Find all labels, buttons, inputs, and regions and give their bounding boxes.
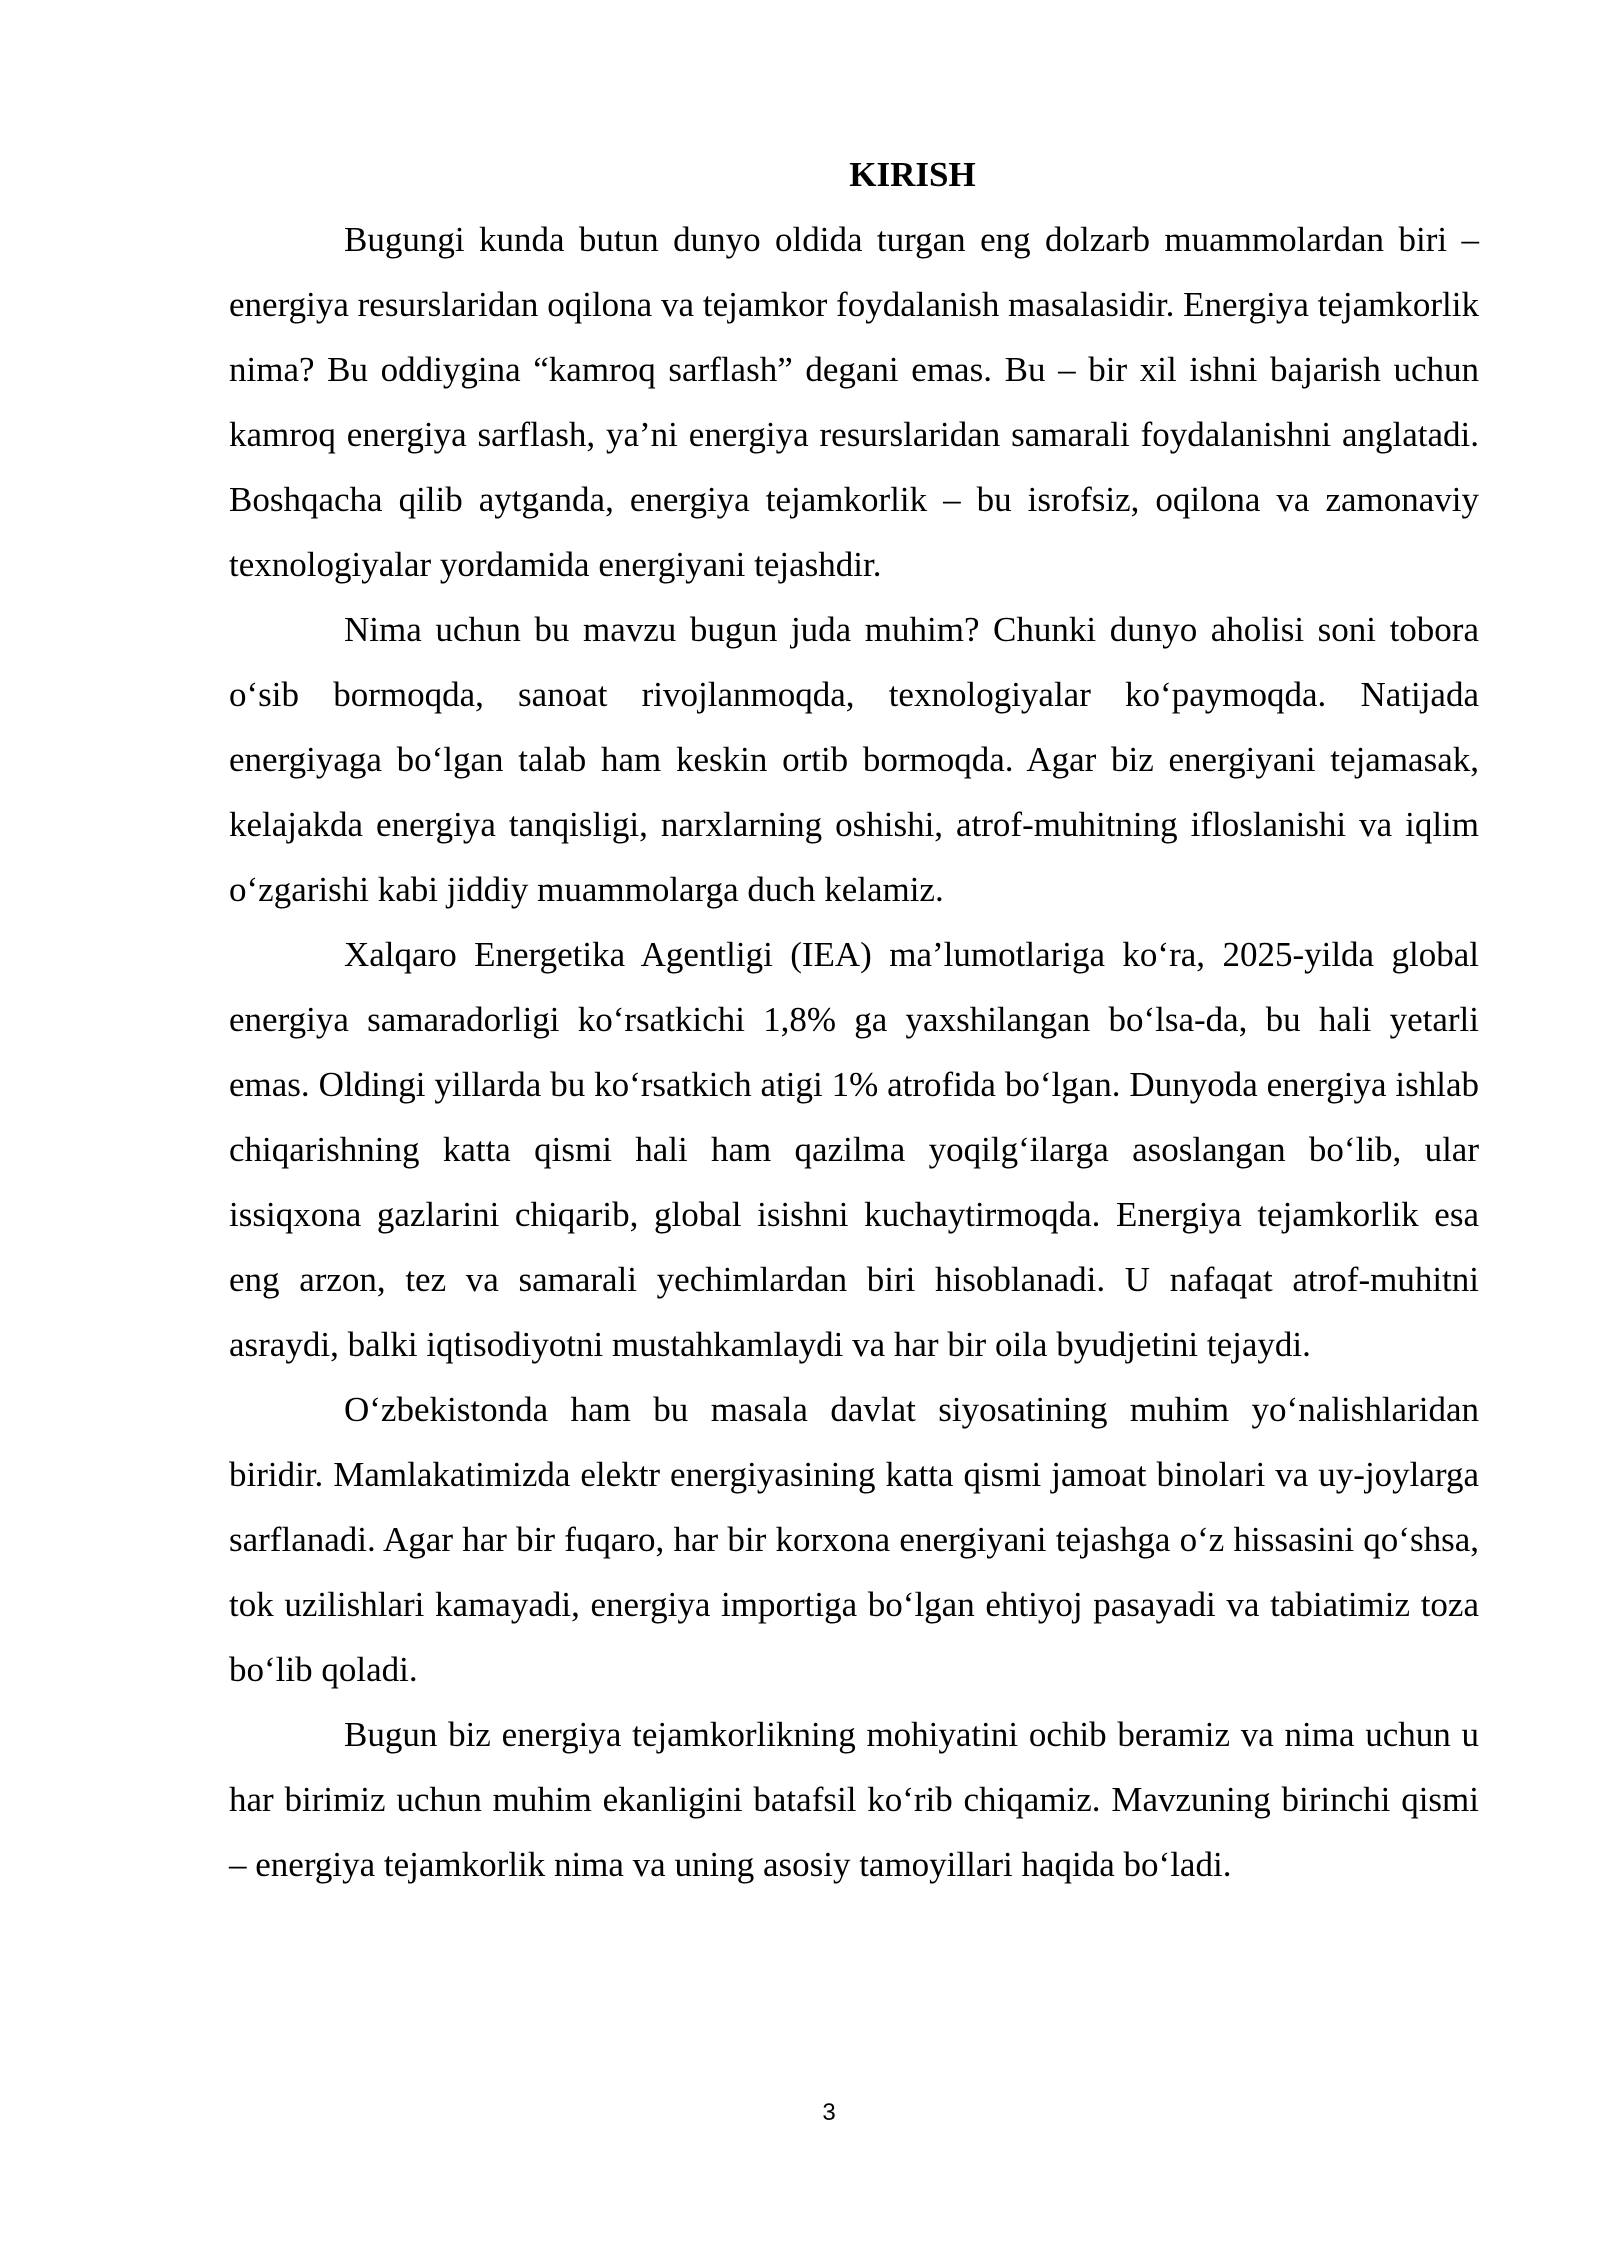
paragraph-4: O‘zbekistonda ham bu masala davlat siyosatining muhim yo‘nalishlaridan biridir. Mamlakatimizda elektr energiyasining katta qismi jamoat binolari va uy-joylarga sarflanadi. Agar har bir fuqaro, har bir korxona energiyani tejashga o‘z hissasini qo‘shsa, tok uzilishlari kamayadi, energiya importiga bo‘lgan ehtiyoj pasayadi va tabiatimiz toza bo‘lib qoladi. [229,1390,1479,1689]
page-number: 3 [822,2099,836,2126]
paragraph-3: Xalqaro Energetika Agentligi (IEA) ma’lumotlariga ko‘ra, 2025-yilda global energiya samaradorligi ko‘rsatkichi 1,8% ga yaxshilangan bo‘lsa-da, bu hali yetarli emas. Oldingi yillarda bu ko‘rsatkich atigi 1% atrofida bo‘lgan. Dunyoda energiya ishlab chiqarishning katta qismi hali ham qazilma yoqilg‘ilarga asoslangan bo‘lib, ular issiqxona gazlarini chiqarib, global isishni kuchaytirmoqda. Energiya tejamkorlik esa eng arzon, tez va samarali yechimlardan biri hisoblanadi. U nafaqat atrof-muhitni asraydi, balki iqtisodiyotni mustahkamlaydi va har bir oila byudjetini tejaydi. [229,935,1479,1364]
paragraph-5: Bugun biz energiya tejamkorlikning mohiyatini ochib beramiz va nima uchun u har birimiz uchun muhim ekanligini batafsil ko‘rib chiqamiz. Mavzuning birinchi qismi – energiya tejamkorlik nima va uning asosiy tamoyillari haqida bo‘ladi. [229,1715,1479,1884]
paragraph-2: Nima uchun bu mavzu bugun juda muhim? Chunki dunyo aholisi soni tobora o‘sib bormoqda, sanoat rivojlanmoqda, texnologiyalar ko‘paymoqda. Natijada energiyaga bo‘lgan talab ham keskin ortib bormoqda. Agar biz energiyani tejamasak, kelajakda energiya tanqisligi, narxlarning oshishi, atrof-muhitning ifloslanishi va iqlim o‘zgarishi kabi jiddiy muammolarga duch kelamiz. [229,610,1479,909]
page-title: KIRISH [849,155,976,194]
paragraph-1: Bugungi kunda butun dunyo oldida turgan eng dolzarb muammolardan biri – energiya resurslaridan oqilona va tejamkor foydalanish masalasidir. Energiya tejamkorlik nima? Bu oddiygina “kamroq sarflash” degani emas. Bu – bir xil ishni bajarish uchun kamroq energiya sarflash, ya’ni energiya resurslaridan samarali foydalanishni anglatadi. Boshqacha qilib aytganda, energiya tejamkorlik – bu isrofsiz, oqilona va zamonaviy texnologiyalar yordamida energiyani tejashdir. [229,220,1479,584]
page-content [229,150,1479,1897]
